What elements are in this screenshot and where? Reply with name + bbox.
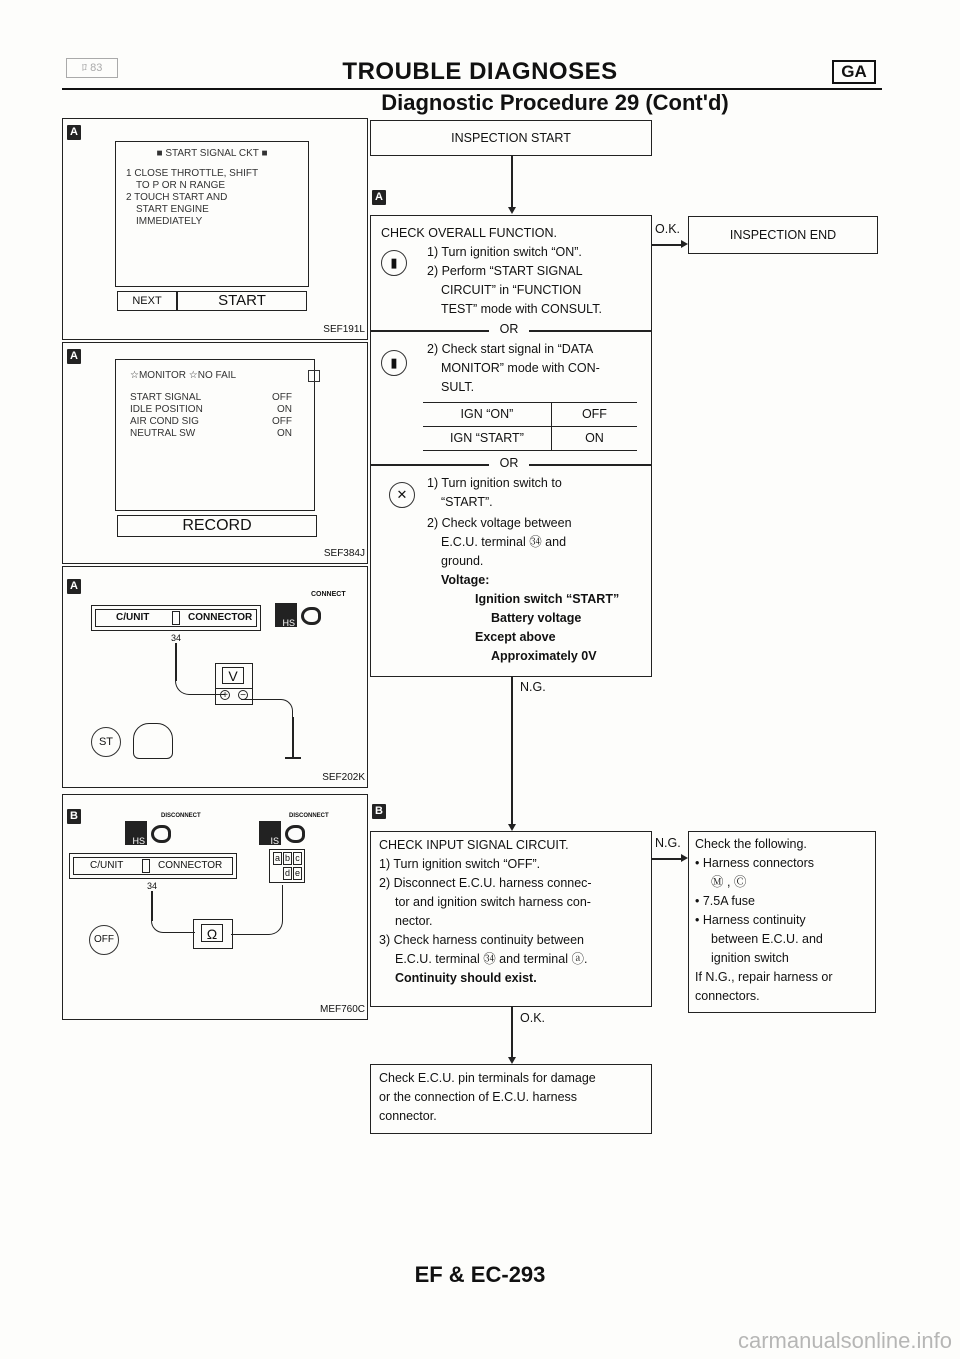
cunit-label: C/UNIT xyxy=(90,860,124,871)
flow-arrow xyxy=(508,1057,516,1064)
ground-wire xyxy=(241,699,293,719)
hs-connector-icon xyxy=(275,603,297,627)
probe-wire xyxy=(151,891,153,921)
flow-connector xyxy=(652,244,682,246)
monitor-header-row xyxy=(130,370,314,382)
hs-label: HS xyxy=(282,618,295,628)
disconnect-label: DISCONNECT xyxy=(161,813,201,819)
page-title: TROUBLE DIAGNOSES xyxy=(342,58,618,85)
flow-arrow xyxy=(508,824,516,831)
screen-line: START ENGINE xyxy=(136,204,209,215)
hs-label: HS xyxy=(132,836,145,846)
terminal-number: 34 xyxy=(171,633,182,643)
cunit-connector-box xyxy=(69,853,237,879)
remedy-text: Check the following. xyxy=(695,837,807,851)
remedy-text: ignition switch xyxy=(711,951,789,965)
voltmeter-tool-icon: ✕ xyxy=(389,482,415,508)
monitor-row: AIR COND SIG OFF xyxy=(130,416,292,427)
monitor-row: START SIGNAL OFF xyxy=(130,392,292,403)
step-text: 1) Turn ignition switch “OFF”. xyxy=(379,857,541,871)
check-overall-function-box xyxy=(370,215,652,677)
plug-icon xyxy=(285,825,305,843)
step-tag-b: B xyxy=(372,804,386,819)
figure-code: SEF191L xyxy=(323,324,365,335)
figure-code: SEF384J xyxy=(323,548,365,559)
connector-icon xyxy=(142,859,150,873)
remedy-text: • 7.5A fuse xyxy=(695,894,755,908)
flow-connector xyxy=(511,156,513,208)
step-text: SULT. xyxy=(441,380,475,394)
step-text: or the connection of E.C.U. harness xyxy=(379,1090,578,1104)
hs-connector-icon xyxy=(125,821,147,845)
or-separator: OR xyxy=(499,322,519,336)
screen-title: ■ START SIGNAL CKT ■ xyxy=(156,148,268,159)
voltmeter-label: V xyxy=(222,667,244,684)
monitor-row: NEUTRAL SW ON xyxy=(130,428,292,439)
screen-line: IMMEDIATELY xyxy=(136,216,203,227)
is-label: IS xyxy=(270,836,279,846)
disconnect-label: DISCONNECT xyxy=(289,813,329,819)
step-text: MONITOR” mode with CON- xyxy=(441,361,600,375)
record-button[interactable]: RECORD xyxy=(117,515,317,537)
ignition-start-icon: ST xyxy=(91,727,121,757)
voltmeter-icon xyxy=(215,663,253,689)
voltage-condition: Except above xyxy=(475,630,556,644)
panel-a2 xyxy=(62,342,368,564)
page-corner-mark: ﾛ 83 xyxy=(66,58,118,78)
flow-arrow xyxy=(508,207,516,214)
step-text: CIRCUIT” in “FUNCTION xyxy=(441,283,582,297)
consult-icon: ▮ xyxy=(381,250,407,276)
step-text: E.C.U. terminal ㉞ and terminal ⓐ. xyxy=(395,952,588,966)
meter-terminals: + − xyxy=(215,689,253,705)
checkbox-icon xyxy=(308,370,320,382)
screen-line: 1 CLOSE THROTTLE, SHIFT xyxy=(126,168,259,179)
inspection-end-box: INSPECTION END xyxy=(688,216,878,254)
flow-arrow xyxy=(681,240,688,248)
step-text: 2) Check start signal in “DATA xyxy=(427,342,594,356)
step-text: 2) Check voltage between xyxy=(427,516,572,530)
watermark: carmanualsonline.info xyxy=(737,1328,952,1353)
flow-arrow xyxy=(681,854,688,862)
connector-label: CONNECTOR xyxy=(188,612,253,623)
cunit-connector-box xyxy=(91,605,261,631)
step-text: E.C.U. terminal ㉞ and xyxy=(441,535,567,549)
connector-codes: Ⓜ , Ⓒ xyxy=(711,875,747,889)
remedy-text: connectors. xyxy=(695,989,760,1003)
probe-wire xyxy=(231,885,283,935)
plug-icon xyxy=(301,607,321,625)
step-requirement: Continuity should exist. xyxy=(395,971,537,985)
remedy-text: between E.C.U. and xyxy=(711,932,823,946)
panel-tag: A xyxy=(67,579,81,594)
monitor-row: IDLE POSITION ON xyxy=(130,404,292,415)
check-input-signal-box xyxy=(370,831,652,1007)
step-text: TEST” mode with CONSULT. xyxy=(441,302,602,316)
ignition-off-icon: OFF xyxy=(89,925,119,955)
next-button[interactable]: NEXT xyxy=(117,291,177,311)
terminal-number: 34 xyxy=(147,881,158,891)
flow-connector xyxy=(511,677,513,825)
figure-code: MEF760C xyxy=(319,1004,365,1015)
final-check-box xyxy=(370,1064,652,1134)
ohmmeter-icon xyxy=(193,919,233,949)
or-rule-right xyxy=(529,330,651,332)
flow-connector xyxy=(652,858,682,860)
figure-code: SEF202K xyxy=(322,772,365,783)
connect-label: CONNECT xyxy=(311,591,346,598)
consult-screen xyxy=(115,141,309,287)
panel-a1 xyxy=(62,118,368,340)
ign-row: IGN “ON” OFF xyxy=(423,403,637,427)
ground-icon xyxy=(285,757,301,759)
or-separator: OR xyxy=(499,456,519,470)
remedy-text: • Harness connectors xyxy=(695,856,815,870)
voltage-value: Battery voltage xyxy=(491,611,582,625)
ok-label: O.K. xyxy=(520,1011,546,1025)
or-rule-left xyxy=(371,464,489,466)
plug-icon xyxy=(151,825,171,843)
probe-wire xyxy=(175,643,177,681)
step-text: 1) Turn ignition switch to xyxy=(427,476,562,490)
ng-label: N.G. xyxy=(520,680,546,694)
step-text: tor and ignition switch harness con- xyxy=(395,895,591,909)
step-title: CHECK INPUT SIGNAL CIRCUIT. xyxy=(379,838,569,852)
or-rule-right xyxy=(529,464,651,466)
flow-connector xyxy=(511,1007,513,1059)
step-text: nector. xyxy=(395,914,433,928)
panel-tag: A xyxy=(67,125,81,140)
page-number: EF & EC-293 xyxy=(414,1262,546,1287)
cunit-label: C/UNIT xyxy=(116,612,150,623)
step-text: connector. xyxy=(379,1109,437,1123)
step-title: CHECK OVERALL FUNCTION. xyxy=(381,226,557,240)
consult-icon: ▮ xyxy=(381,350,407,376)
probe-wire xyxy=(151,919,195,933)
screen-line: 2 TOUCH START AND xyxy=(126,192,228,203)
step-tag-a: A xyxy=(372,190,386,205)
voltage-condition: Ignition switch “START” xyxy=(475,592,620,606)
panel-a3 xyxy=(62,566,368,788)
is-connector-icon xyxy=(259,821,281,845)
ign-row: IGN “START” ON xyxy=(423,427,637,451)
switch-terminal-grid: a b c d e xyxy=(269,849,305,883)
or-rule-left xyxy=(371,330,489,332)
step-text: Check E.C.U. pin terminals for damage xyxy=(379,1071,596,1085)
ng-label: N.G. xyxy=(655,836,681,850)
check-following-box xyxy=(688,831,876,1013)
step-text: 3) Check harness continuity between xyxy=(379,933,584,947)
remedy-text: • Harness continuity xyxy=(695,913,806,927)
step-text: 2) Disconnect E.C.U. harness connec- xyxy=(379,876,592,890)
step-text: ground. xyxy=(441,554,484,568)
inspection-start-box: INSPECTION START xyxy=(370,120,652,156)
mechanic-icon xyxy=(133,723,173,759)
section-badge: GA xyxy=(832,60,876,84)
step-text: 1) Turn ignition switch “ON”. xyxy=(427,245,582,259)
page-subtitle: Diagnostic Procedure 29 (Cont'd) xyxy=(381,90,729,115)
connector-label: CONNECTOR xyxy=(158,860,223,871)
connector-icon xyxy=(172,611,180,625)
step-text: “START”. xyxy=(441,495,493,509)
panel-tag: A xyxy=(67,349,81,364)
voltage-label: Voltage: xyxy=(441,573,490,587)
monitor-header: ☆MONITOR ☆NO FAIL xyxy=(130,370,237,381)
ohmmeter-label: Ω xyxy=(201,924,223,942)
panel-tag: B xyxy=(67,809,81,824)
panel-b1 xyxy=(62,794,368,1020)
screen-line: TO P OR N RANGE xyxy=(136,180,226,191)
data-monitor-screen xyxy=(115,359,315,511)
ok-label: O.K. xyxy=(655,222,681,236)
step-text: 2) Perform “START SIGNAL xyxy=(427,264,583,278)
start-button[interactable]: START xyxy=(177,291,307,311)
remedy-text: If N.G., repair harness or xyxy=(695,970,833,984)
voltage-value: Approximately 0V xyxy=(491,649,597,663)
ground-wire xyxy=(292,717,294,757)
ign-table xyxy=(423,402,637,451)
